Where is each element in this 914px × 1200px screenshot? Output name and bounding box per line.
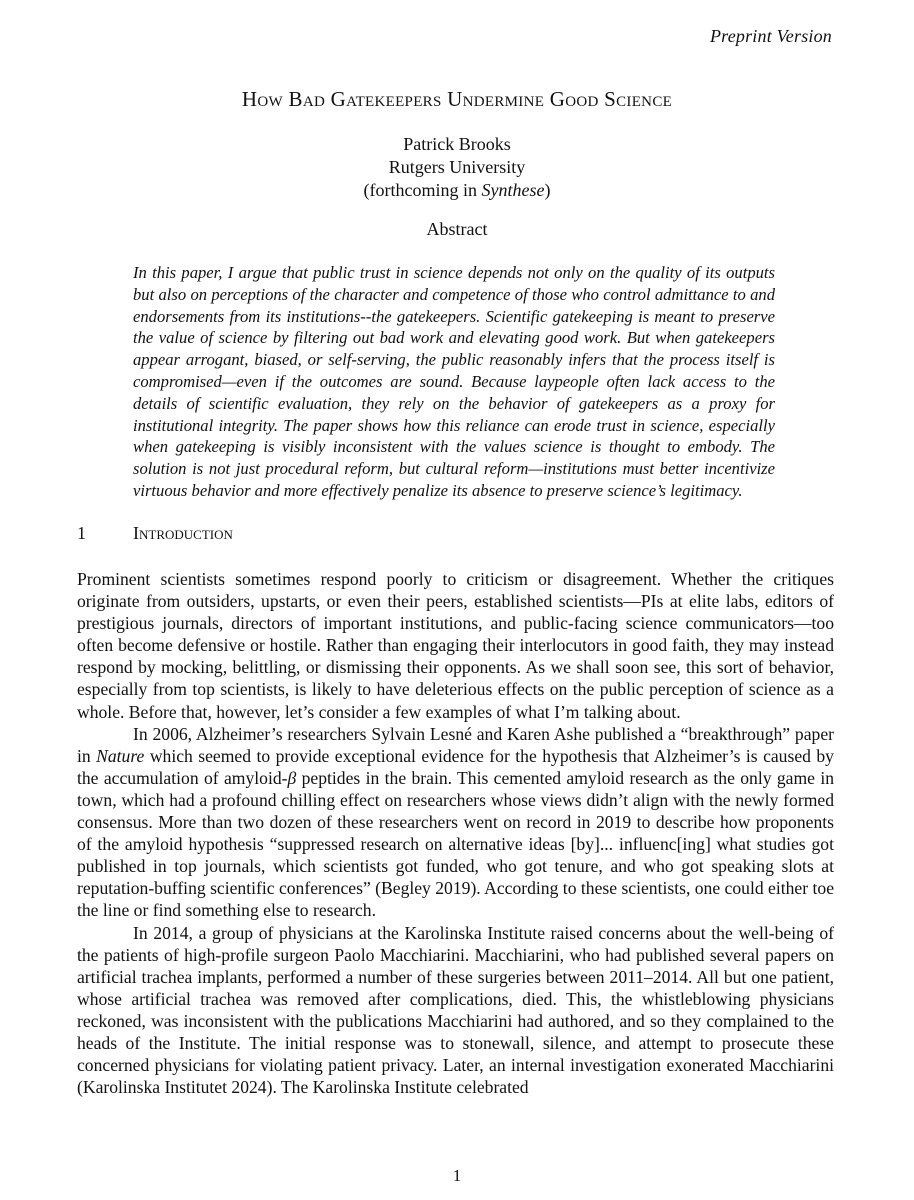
section-number: 1: [77, 523, 86, 543]
venue-journal: Synthese: [481, 180, 545, 200]
paragraph-2-part-c: peptides in the brain. This cemented amyloid research as the only game in town, which had a profound chilling effect on researchers whose views didn’t align with the newly formed consensus. More than two dozen of these researchers went on record in 2019 to describe how proponents of the amyloid hypothesis “suppressed research on alternative ideas [by]... influenc[ing] what studies got published in top journals, which scientists got funded, who got tenure, and who got speaking slots at reputation-buffing scientific conferences” (Begley 2019). According to these scientists, one could either toe the line or find something else to research.: [77, 767, 835, 921]
author-affiliation: Rutgers University: [388, 157, 526, 177]
body-text: [77, 568, 834, 1098]
journal-name: Nature: [96, 745, 145, 766]
preprint-label: Preprint Version: [709, 26, 832, 46]
paragraph-2-part-b: which seemed to provide exceptional evidence for the hypothesis that Alzheimer’s is caused by the accumulation of amyloid-: [77, 745, 834, 788]
paragraph-1: Prominent scientists sometimes respond poorly to criticism or disagreement. Whether the critiques originate from outsiders, upstarts, or even their peers, established scientists—PIs at elite labs, editors of prestigious journals, directors of important institutions, and public-facing science communicators—too often become defensive or hostile. Rather than engaging their interlocutors in good faith, they may instead respond by mocking, belittling, or dismissing their opponents. As we shall soon see, this sort of behavior, especially from top scientists, is likely to have deleterious effects on the public perception of science as a whole. Before that, however, let’s consider a few examples of what I’m talking about.: [77, 569, 834, 722]
author-name: Patrick Brooks: [403, 134, 511, 154]
paragraph-3: In 2014, a group of physicians at the Karolinska Institute raised concerns about the well-being of the patients of high-profile surgeon Paolo Macchiarini. Macchiarini, who had published several papers on artificial trachea implants, performed a number of these surgeries between 2011–2014. All but one patient, whose artificial trachea was removed after complications, died. This, the whistleblowing physicians reckoned, was inconsistent with the publications Macchiarini had authored, and so they complained to the heads of the Institute. The initial response was to stonewall, silence, and attempt to prosecute these concerned physicians for violating patient privacy. Later, an internal investigation exonerated Macchiarini (Karolinska Institutet 2024). The Karolinska Institute celebrated: [77, 922, 834, 1098]
beta-symbol: β: [287, 767, 297, 788]
paragraph-2-part-a: In 2006, Alzheimer’s researchers Sylvain Lesné and Karen Ashe published a “breakthrough” paper in: [77, 723, 834, 766]
author-block: [0, 133, 914, 202]
venue-prefix: (forthcoming in: [363, 180, 482, 200]
abstract-heading: Abstract: [426, 219, 488, 239]
paper-title: How Bad Gatekeepers Undermine Good Science: [241, 87, 673, 111]
paragraph-2: [77, 723, 834, 922]
venue-suffix: ): [544, 180, 551, 200]
page-number: 1: [452, 1166, 462, 1185]
section-heading: [77, 523, 233, 544]
section-title: Introduction: [133, 523, 233, 543]
abstract-text: In this paper, I argue that public trust in science depends not only on the quality of its outputs but also on perceptions of the character and competence of those who control admittance to and endorsements from its institutions--the gatekeepers. Scientific gatekeeping is meant to preserve the value of science by filtering out bad work and elevating good work. But when gatekeepers appear arrogant, biased, or self-serving, the public reasonably infers that the process itself is compromised—even if the outcomes are sound. Because laypeople often lack access to the details of scientific evaluation, they rely on the behavior of gatekeepers as a proxy for institutional integrity. The paper shows how this reliance can erode trust in science, especially when gatekeeping is visibly inconsistent with the values science is thought to embody. The solution is not just procedural reform, but cultural reform—institutions must better incentivize virtuous behavior and more effectively penalize its absence to preserve science’s legitimacy.: [133, 263, 775, 500]
publication-venue: [0, 179, 914, 202]
